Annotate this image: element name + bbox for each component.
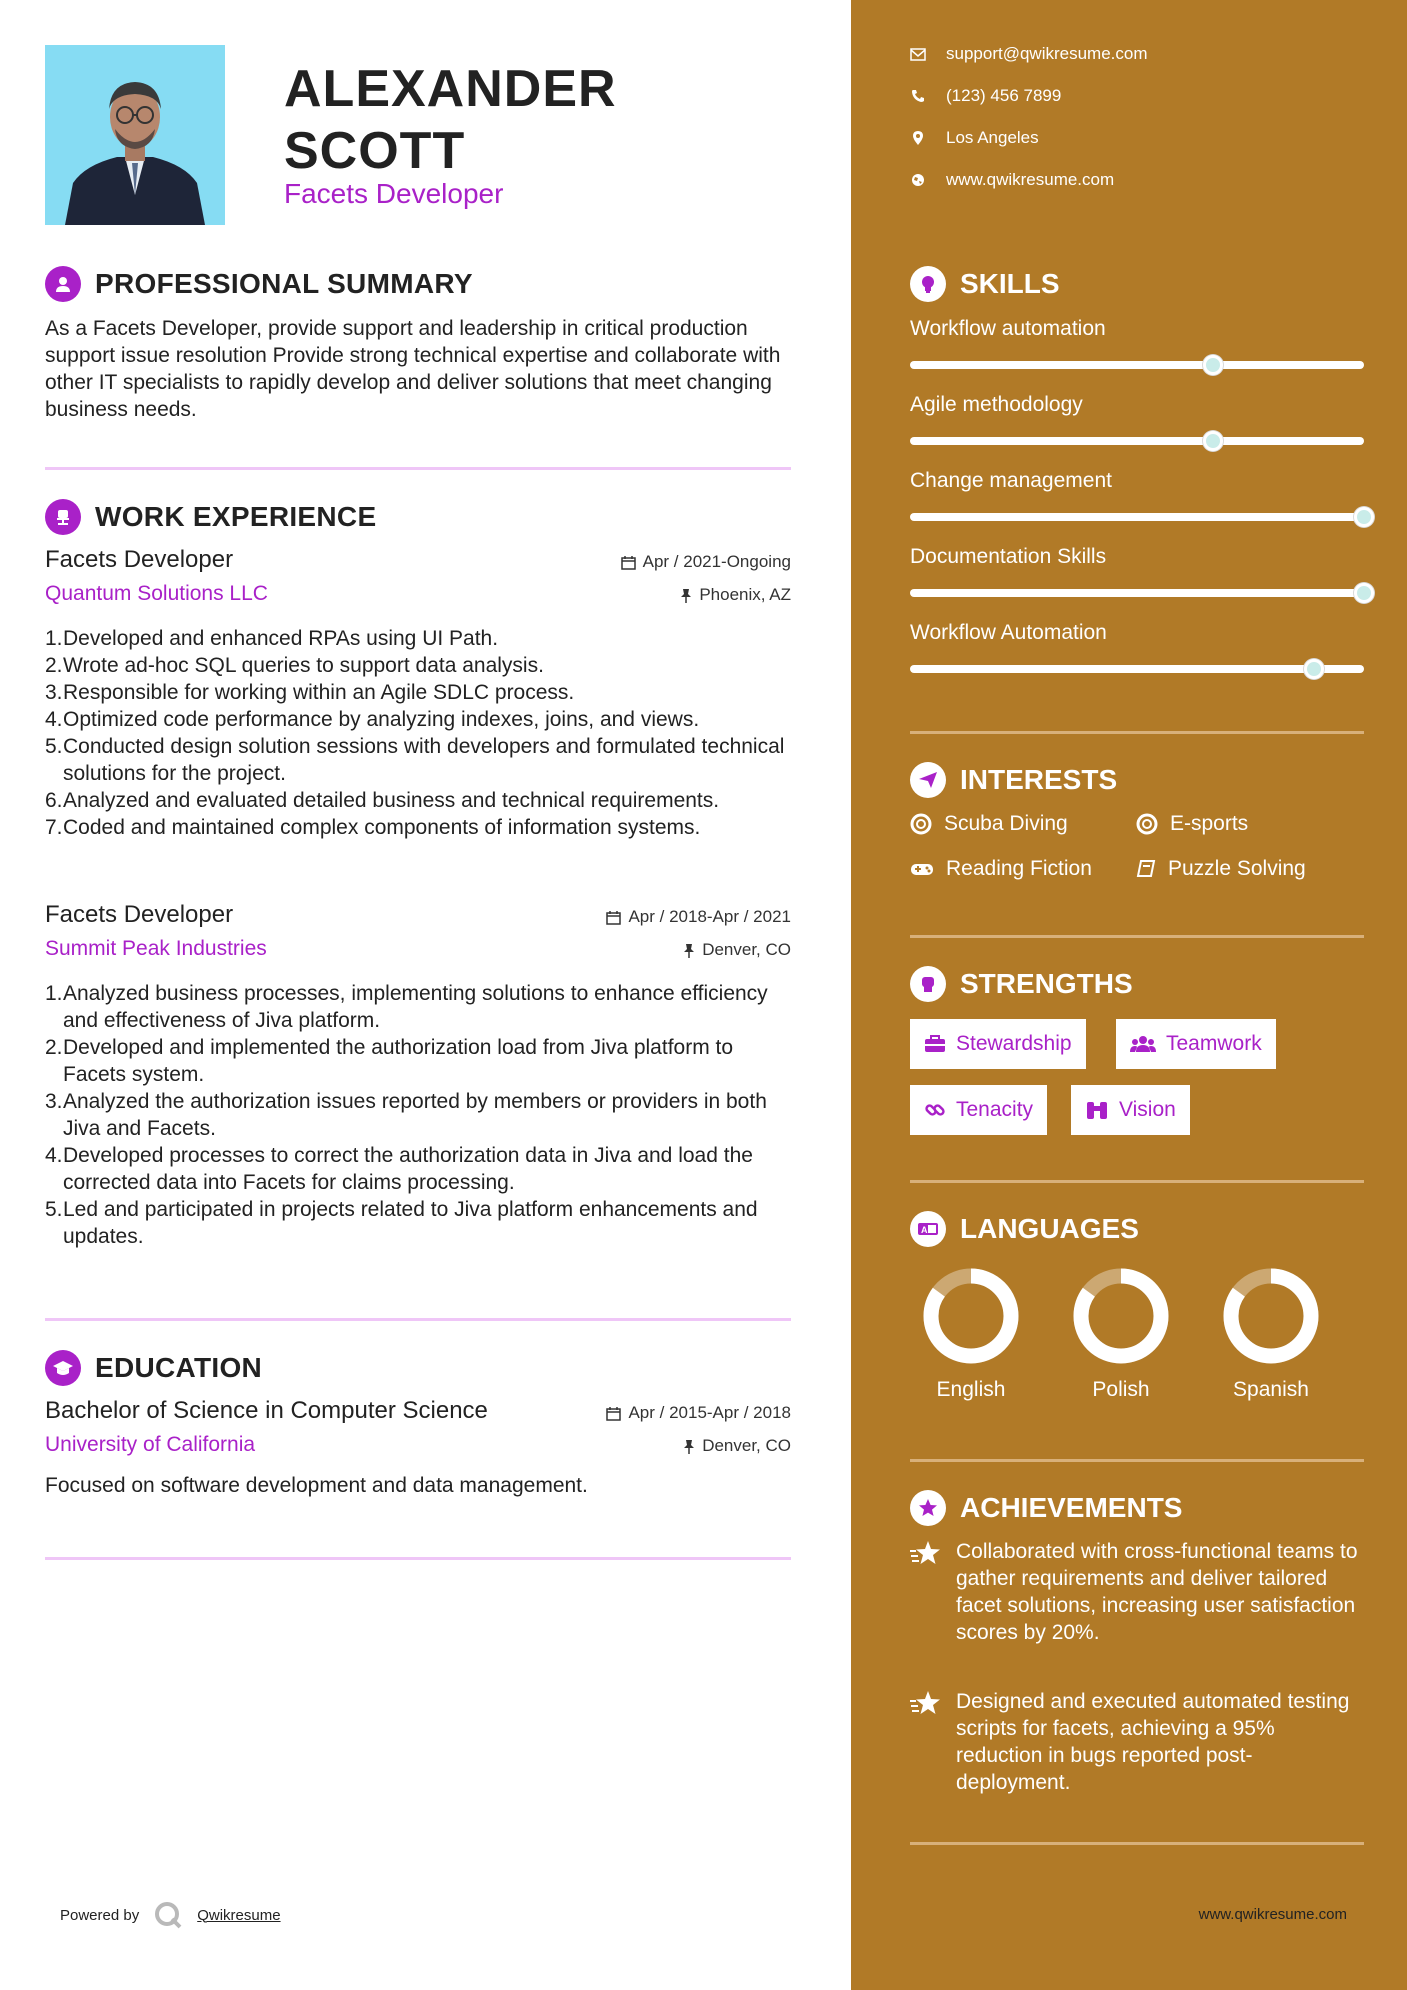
phone-icon: [911, 89, 925, 103]
achievements-heading-text: ACHIEVEMENTS: [960, 1492, 1183, 1523]
education-heading-text: EDUCATION: [95, 1352, 263, 1383]
languages-heading: [910, 1211, 1139, 1247]
calendar-icon: [606, 910, 621, 925]
list-item: 5. Led and participated in projects related to Jiva platform enhancements and updates.: [45, 1198, 758, 1248]
job-date: [606, 907, 791, 927]
list-item: 5. Conducted design solution sessions with developers and formulated technical solutions for the project.: [45, 735, 785, 785]
interest-label: Puzzle Solving: [1168, 857, 1306, 880]
pin-icon: [683, 1439, 695, 1454]
user-icon: [45, 266, 81, 302]
link-icon: [924, 1099, 946, 1121]
svg-text:A: A: [921, 1225, 928, 1235]
interest-label: Scuba Diving: [944, 812, 1068, 835]
education-location-text: Denver, CO: [702, 1436, 791, 1455]
divider: [910, 935, 1364, 938]
book-icon: [1136, 859, 1156, 879]
candidate-name: [284, 58, 617, 182]
job-duties: [45, 980, 791, 1250]
skill-label: Workflow Automation: [910, 621, 1107, 644]
footer-url[interactable]: www.qwikresume.com: [1198, 1906, 1347, 1923]
education-heading: [45, 1350, 262, 1386]
skill-knob[interactable]: [1203, 355, 1223, 375]
language-name: English: [936, 1378, 1006, 1401]
pin-icon: [680, 588, 692, 603]
skill-slider[interactable]: [910, 665, 1364, 673]
job-title: Facets Developer: [45, 546, 234, 573]
school: University of California: [45, 1433, 256, 1456]
lifebuoy-icon: [1136, 813, 1158, 835]
star-icon: [910, 1690, 942, 1716]
divider: [910, 1842, 1364, 1845]
skill-knob[interactable]: [1203, 431, 1223, 451]
summary-heading-text: PROFESSIONAL SUMMARY: [95, 268, 473, 299]
contact-website[interactable]: [910, 170, 1114, 190]
contact-email[interactable]: [910, 44, 1148, 64]
divider: [45, 1557, 791, 1560]
education-date: [606, 1403, 791, 1423]
interest-item: [910, 857, 1092, 881]
degree: Bachelor of Science in Computer Science: [45, 1397, 488, 1424]
powered-by-text: Powered by: [60, 1906, 140, 1924]
list-item: 2. Developed and implemented the authorization load from Jiva platform to Facets system.: [45, 1036, 734, 1086]
fist-icon: [910, 966, 946, 1002]
job-duties: [45, 625, 791, 841]
calendar-icon: [606, 1406, 621, 1421]
list-item: 6. Analyzed and evaluated detailed business and technical requirements.: [45, 789, 720, 812]
language-item: [1206, 1268, 1336, 1402]
strengths-heading-text: STRENGTHS: [960, 968, 1133, 999]
achievement-item: [910, 1688, 1360, 1796]
education-entry: [45, 1397, 791, 1499]
job-entry: [45, 901, 791, 1250]
lightbulb-icon: [910, 266, 946, 302]
job-title: Facets Developer: [45, 901, 234, 928]
envelope-icon: [910, 48, 926, 61]
footer-powered: [60, 1900, 281, 1930]
achievement-text: Collaborated with cross-functional teams to gather requirements and deliver tailored facet solutions, increasing user satisfaction scores by 20%.: [956, 1540, 1358, 1644]
phone-text: (123) 456 7899: [946, 86, 1062, 105]
skill-label: Change management: [910, 469, 1112, 492]
job-date-text: Apr / 2021-Ongoing: [642, 552, 791, 571]
interest-item: [910, 812, 1068, 836]
skill-knob[interactable]: [1304, 659, 1324, 679]
strength-label: Tenacity: [956, 1098, 1034, 1121]
language-name: Polish: [1092, 1378, 1150, 1401]
star-badge-icon: [910, 1490, 946, 1526]
list-item: 2. Wrote ad-hoc SQL queries to support data analysis.: [45, 654, 544, 677]
skill-slider[interactable]: [910, 589, 1364, 597]
achievements-heading: [910, 1490, 1182, 1526]
list-item: 3. Responsible for working within an Agile SDLC process.: [45, 681, 575, 704]
pin-icon: [683, 943, 695, 958]
language-ring: [1223, 1268, 1319, 1364]
language-item: [1056, 1268, 1186, 1402]
strength-tag: [1116, 1019, 1276, 1069]
language-name: Spanish: [1233, 1378, 1309, 1401]
graduation-cap-icon: [45, 1350, 81, 1386]
job-location-text: Denver, CO: [702, 940, 791, 959]
list-item: 7. Coded and maintained complex components of information systems.: [45, 816, 701, 839]
skill-knob[interactable]: [1354, 507, 1374, 527]
job-location-text: Phoenix, AZ: [699, 585, 791, 604]
skill-slider[interactable]: [910, 361, 1364, 369]
experience-heading: [45, 499, 376, 535]
qwikresume-logo-icon: [153, 1900, 183, 1930]
interest-label: E-sports: [1170, 812, 1249, 835]
name-line-1: ALEXANDER: [284, 60, 617, 118]
skills-heading: [910, 266, 1060, 302]
divider: [910, 731, 1364, 734]
list-item: 1. Analyzed business processes, implementing solutions to enhance efficiency and effectiveness of Jiva platform.: [45, 982, 768, 1032]
skill-label: Agile methodology: [910, 393, 1083, 416]
job-location: [680, 585, 791, 605]
globe-icon: [911, 173, 925, 187]
profile-photo: [45, 45, 225, 225]
calendar-icon: [621, 555, 636, 570]
summary-heading: [45, 266, 473, 302]
language-item: [906, 1268, 1036, 1402]
list-item: 4. Developed processes to correct the authorization data in Jiva and load the corrected data into Facets for claims processing.: [45, 1144, 753, 1194]
skill-label: Workflow automation: [910, 317, 1106, 340]
job-date-text: Apr / 2018-Apr / 2021: [628, 907, 791, 926]
job-company: Summit Peak Industries: [45, 937, 267, 960]
interest-label: Reading Fiction: [946, 857, 1092, 880]
divider: [910, 1180, 1364, 1183]
job-entry: [45, 546, 791, 841]
binoculars-icon: [1085, 1100, 1109, 1120]
brand-link[interactable]: Qwikresume: [197, 1906, 281, 1924]
strength-tag: [1071, 1085, 1190, 1135]
briefcase-icon: [924, 1035, 946, 1053]
contact-phone[interactable]: [910, 86, 1061, 106]
skills-heading-text: SKILLS: [960, 268, 1060, 299]
location-pin-icon: [912, 130, 924, 146]
list-item: 1. Developed and enhanced RPAs using UI Path.: [45, 627, 499, 650]
strength-label: Stewardship: [956, 1032, 1072, 1055]
candidate-title: Facets Developer: [284, 178, 504, 209]
education-location: [683, 1436, 791, 1456]
education-date-text: Apr / 2015-Apr / 2018: [628, 1403, 791, 1422]
interests-heading: [910, 762, 1117, 798]
translate-icon: [910, 1211, 946, 1247]
strength-label: Teamwork: [1166, 1032, 1262, 1055]
summary-text: As a Facets Developer, provide support and leadership in critical production support issue resolution Provide strong technical expertise and collaborate with other IT specialists to rapidly develop and deliver solutions that meet changing business needs.: [45, 317, 781, 421]
interest-item: [1136, 857, 1306, 881]
paper-plane-icon: [910, 762, 946, 798]
skill-label: Documentation Skills: [910, 545, 1107, 568]
job-company: Quantum Solutions LLC: [45, 582, 268, 605]
email-text: support@qwikresume.com: [946, 44, 1148, 63]
gamepad-icon: [910, 861, 934, 877]
skill-slider[interactable]: [910, 513, 1364, 521]
lifebuoy-icon: [910, 813, 932, 835]
list-item: 3. Analyzed the authorization issues reported by members or providers in both Jiva and Facets.: [45, 1090, 767, 1140]
achievement-item: [910, 1538, 1360, 1646]
language-ring: [1073, 1268, 1169, 1364]
education-description: Focused on software development and data management.: [45, 1474, 588, 1497]
divider: [45, 1318, 791, 1321]
star-icon: [910, 1540, 942, 1566]
name-line-2: SCOTT: [284, 122, 466, 180]
languages-heading-text: LANGUAGES: [960, 1213, 1139, 1244]
achievement-text: Designed and executed automated testing scripts for facets, achieving a 95% reduction in bugs reported post-deployment.: [956, 1690, 1350, 1794]
location-text: Los Angeles: [946, 128, 1039, 147]
interest-item: [1136, 812, 1248, 836]
strength-label: Vision: [1119, 1098, 1176, 1121]
list-item: 4. Optimized code performance by analyzing indexes, joins, and views.: [45, 708, 700, 731]
strength-tag: [910, 1019, 1086, 1069]
skill-slider[interactable]: [910, 437, 1364, 445]
contact-location: [910, 128, 1039, 148]
experience-heading-text: WORK EXPERIENCE: [95, 501, 377, 532]
users-icon: [1130, 1035, 1156, 1053]
skill-knob[interactable]: [1354, 583, 1374, 603]
divider: [45, 467, 791, 470]
chair-icon: [45, 499, 81, 535]
strength-tag: [910, 1085, 1047, 1135]
interests-heading-text: INTERESTS: [960, 764, 1118, 795]
strengths-heading: [910, 966, 1133, 1002]
job-date: [621, 552, 791, 572]
website-text: www.qwikresume.com: [946, 170, 1115, 189]
language-ring: [923, 1268, 1019, 1364]
divider: [910, 1459, 1364, 1462]
job-location: [683, 940, 791, 960]
